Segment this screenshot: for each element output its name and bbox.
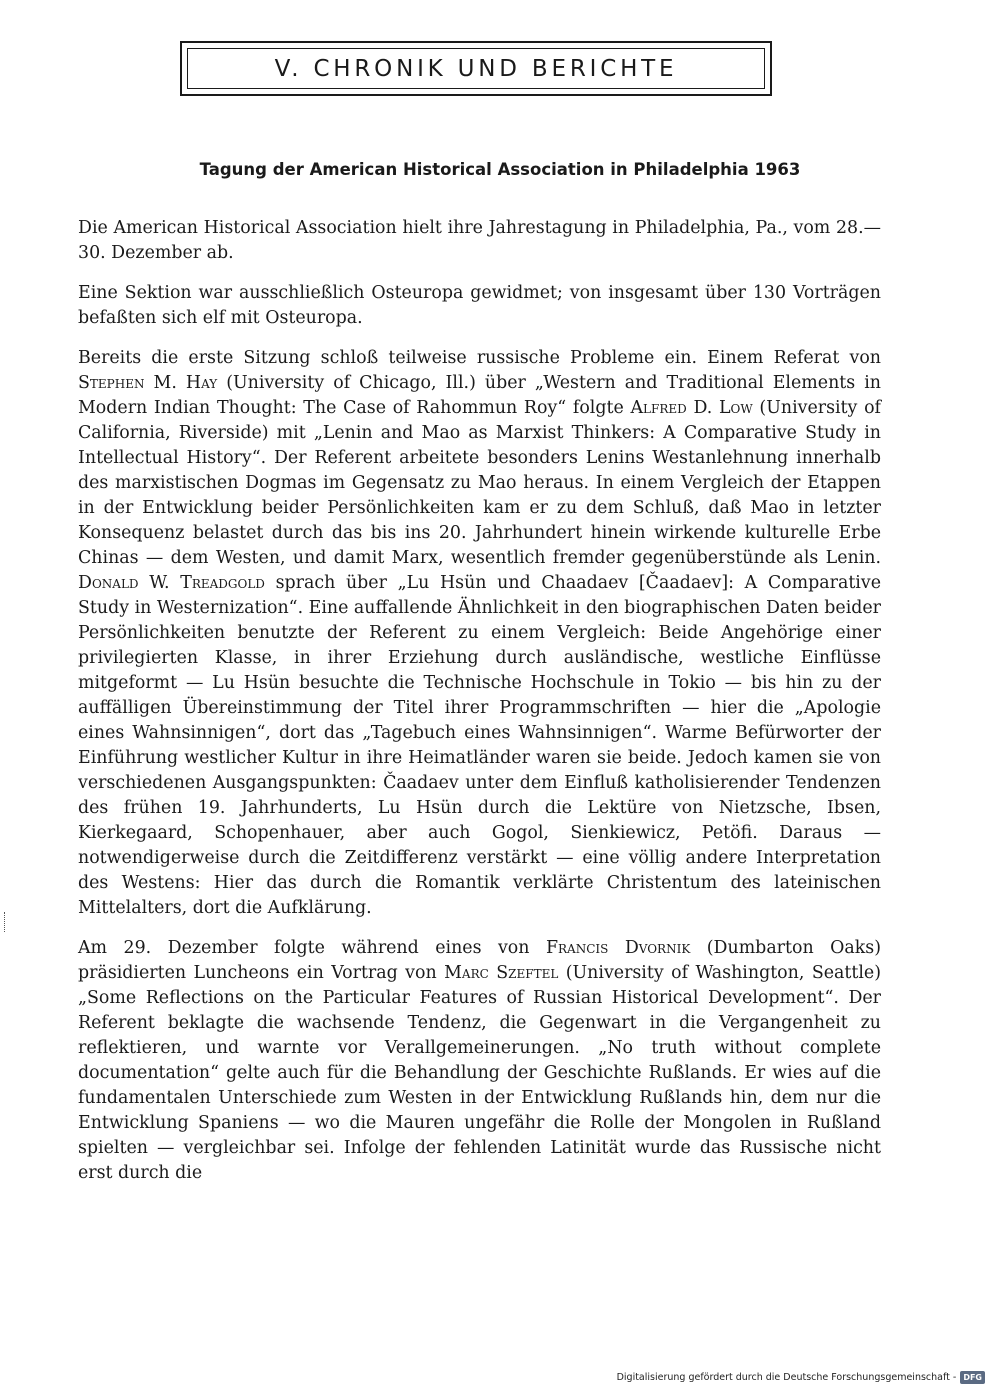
paragraph-2: Eine Sektion war ausschließlich Osteuropa gewidmet; von insgesamt über 130 Vorträgen befaßten sich elf mit Osteuropa.	[78, 283, 881, 328]
text-run: Bereits die erste Sitzung schloß teilweise russische Probleme ein. Einem Referat von	[78, 348, 881, 368]
text-run: (University of Washington, Seattle) „Some Reflections on the Particular Features of Russian Historical Development“. Der Referent beklagte die wachsende Tendenz, die Gegenwart in die Vergangenheit zu reflektieren, und warnte vor Verallgemeinerungen. „No truth without complete documentation“ gelte auch für die Behandlung der Geschichte Rußlands. Er wies auf die fundamentalen Unterschiede zum Westen in der Entwicklung Rußlands hin, dem nur die Entwicklung Spaniens — wo die Mauren ungefähr die Rolle der Mongolen in Rußland spielten — vergleichbar sei. Infolge der fehlenden Latinität wurde das Russische nicht erst durch die	[78, 963, 882, 1183]
section-header-box	[180, 41, 772, 96]
author-name: Stephen M. Hay	[78, 373, 218, 393]
dfg-logo-icon: DFG	[960, 1371, 985, 1384]
author-name: Francis Dvornik	[545, 938, 691, 958]
author-name: Marc Szeftel	[444, 963, 559, 983]
digitization-footer	[617, 1371, 985, 1384]
text-run: sprach über „Lu Hsün und Chaadaev [Čaadaev]: A Comparative Study in Westernization“. Eine auffallende Ähnlichkeit in den biographischen Daten beider Persönlichkeiten benutzte der Referent zu einem Vergleich: Beide Angehörige einer privilegierten Klasse, in ihrer Erziehung durch ausländische, westliche Einflüsse mitgeformt — Lu Hsün besuchte die Technische Hochschule in Tokio — bis hin zu der auffälligen Übereinstimmung der Titel ihrer Programmschriften — hier die „Apologie eines Wahnsinnigen“, dort das „Tagebuch eines Wahnsinnigen“. Warme Befürworter der Einführung westlicher Kultur in ihre Heimatländer waren sie beide. Jedoch kamen sie von verschiedenen Ausgangspunkten: Čaadaev unter dem Einfluß katholisierender Tendenzen des frühen 19. Jahrhunderts, Lu Hsün durch die Lektüre von Nietzsche, Ibsen, Kierkegaard, Schopenhauer, aber auch Gogol, Sienkiewicz, Petöfi. Daraus — notwendigerweise durch die Zeitdifferenz verstärkt — eine völlig andere Interpretation des Westens: Hier das durch die Romantik verklärte Christentum des lateinischen Mittelalters, dort die Aufklärung.	[78, 573, 881, 918]
text-run: Am 29. Dezember folgte während eines von	[78, 938, 546, 958]
author-name: Donald W. Treadgold	[78, 573, 265, 593]
paragraph-1: Die American Historical Association hielt ihre Jahrestagung in Philadelphia, Pa., vom 28.—30. Dezember ab.	[78, 218, 881, 263]
article-body	[78, 216, 881, 1201]
author-name: Alfred D. Low	[630, 398, 753, 418]
text-run: (Dumbarton Oaks) präsidierten Luncheons ein Vortrag von	[78, 938, 881, 983]
text-run: (University of Chicago, Ill.) über „Western and Traditional Elements in Modern Indian Thought: The Case of Rahommun Roy“ folgte	[78, 373, 881, 418]
paragraph-3	[78, 346, 881, 921]
text-run: (University of California, Riverside) mit „Lenin and Mao as Marxist Thinkers: A Comparative Study in Intellectual History“. Der Referent arbeitete besonders Lenins Westanlehnung innerhalb des marxistischen Dogmas im Gegensatz zu Mao heraus. In einem Vergleich der Etappen in der Entwicklung beider Persönlichkeiten kam er zu dem Schluß, daß Mao in letzter Konsequenz belastet durch das bis ins 20. Jahrhundert hinein wirkende kulturelle Erbe Chinas — dem Westen, und damit Marx, wesentlich fremder gegenüberstünde als Lenin.	[78, 398, 881, 568]
article-title: Tagung der American Historical Association in Philadelphia 1963	[199, 160, 801, 179]
section-title: V. CHRONIK UND BERICHTE	[274, 55, 678, 82]
scan-edge-mark	[4, 912, 7, 932]
footer-text: Digitalisierung gefördert durch die Deutsche Forschungsgemeinschaft -	[616, 1372, 957, 1383]
paragraph-4	[78, 936, 881, 1186]
